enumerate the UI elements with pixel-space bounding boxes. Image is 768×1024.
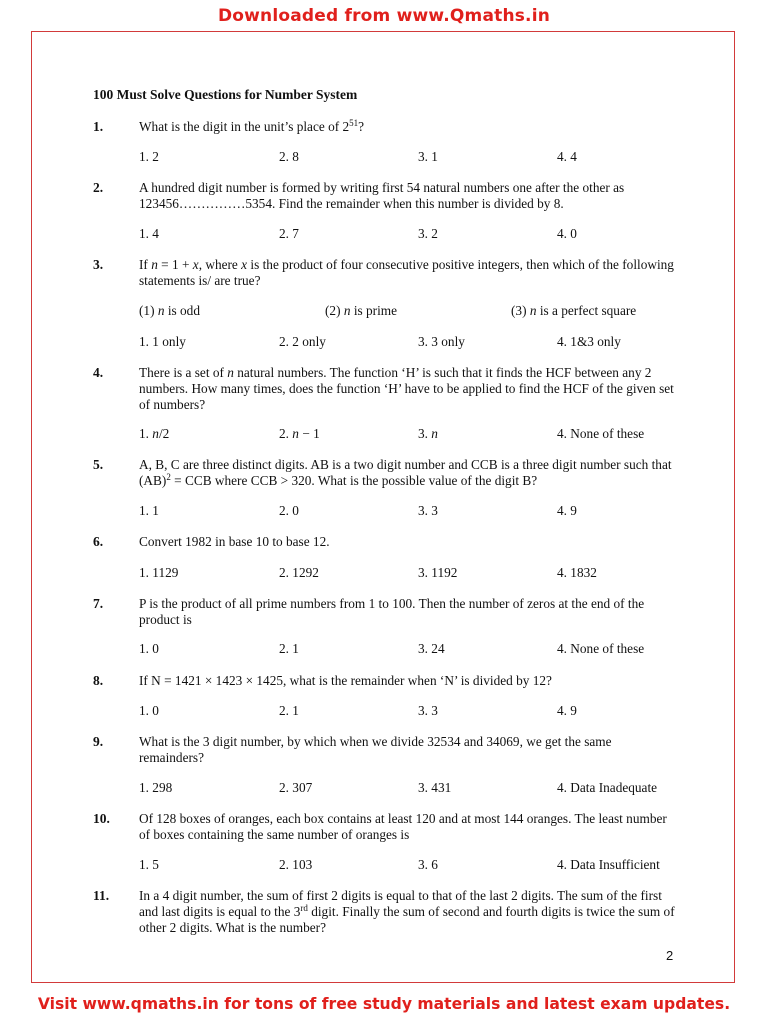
download-banner[interactable]: Downloaded from www.Qmaths.in [217,6,551,26]
question-number: 6. [93,534,104,549]
answer-option: 4. Data Insufficient [557,857,660,872]
statement-item: (1) n is odd [139,303,200,318]
question-text: If N = 1421 × 1423 × 1425, what is the remainder when ‘N’ is divided by 12? [139,673,552,688]
answer-option: 4. 4 [557,149,577,164]
answer-option: 4. 9 [557,503,577,518]
statement-item: (2) n is prime [325,303,398,318]
answer-option: 1. 298 [139,780,173,795]
answer-option: 3. 6 [418,857,438,872]
answer-option: 1. 4 [139,226,159,241]
question-number: 5. [93,457,104,472]
answer-option: 2. 103 [279,857,313,872]
answer-option: 3. 431 [418,780,452,795]
page-number: 2 [666,948,674,963]
answer-option: 1. 1 [139,503,159,518]
question-text: If n = 1 + x, where x is the product of four consecutive positive integers, then which of the following statements is/ are true? [139,257,674,288]
question-number: 7. [93,596,104,611]
answer-option: 2. 1 [279,703,299,718]
answer-option: 2. 7 [279,226,299,241]
answer-option: 4. 9 [557,703,577,718]
answer-option: 2. 8 [279,149,299,164]
answer-option: 1. 2 [139,149,159,164]
question-number: 9. [93,734,104,749]
question-number: 3. [93,257,104,272]
document-title: 100 Must Solve Questions for Number System [93,87,358,102]
answer-option: 2. 1 [279,641,299,656]
question-text: In a 4 digit number, the sum of first 2 digits is equal to that of the last 2 digits. The sum of the first and last digits is equal to the 3rd digit. Finally the sum of second and fourth digits is twice the sum of other 2 digits. What is the number? [139,888,675,935]
question-text: What is the 3 digit number, by which when we divide 32534 and 34069, we get the same remainders? [139,734,612,765]
answer-option: 2. 0 [279,503,299,518]
answer-option: 3. 24 [418,641,445,656]
answer-option: 1. 0 [139,703,159,718]
question-text: A, B, C are three distinct digits. AB is a two digit number and CCB is a three digit number such that (AB)$^2$ = CCB where CCB > 320. What is the possible value of the digit B? [139,457,672,488]
answer-option: 4. 0 [557,226,577,241]
answer-option: 1. 0 [139,641,159,656]
answer-option: 1. 1129 [139,565,179,580]
promo-banner[interactable]: Visit www.qmaths.in for tons of free study materials and latest exam updates. [37,995,731,1013]
answer-option: 3. 1 [418,149,438,164]
answer-option: 4. None of these [557,641,645,656]
answer-option: 3. 3 [418,703,438,718]
question-text: Of 128 boxes of oranges, each box contains at least 120 and at most 144 oranges. The least number of boxes containing the same number of oranges is [139,811,667,842]
statement-item: (3) n is a perfect square [511,303,637,318]
question-number: 2. [93,180,104,195]
answer-option: 1. 1 only [139,334,186,349]
question-text: P is the product of all prime numbers from 1 to 100. Then the number of zeros at the end of the product is [139,596,645,627]
question-text: Convert 1982 in base 10 to base 12. [139,534,330,549]
question-number: 4. [93,365,104,380]
answer-option: 2. n − 1 [279,426,320,441]
question-number: 1. [93,119,104,134]
answer-option: 4. Data Inadequate [557,780,658,795]
answer-option: 3. n [418,426,438,441]
question-number: 8. [93,673,104,688]
answer-option: 4. 1832 [557,565,597,580]
answer-option: 2. 307 [279,780,313,795]
question-number: 11. [93,888,110,903]
answer-option: 4. 1&3 only [557,334,621,349]
answer-option: 4. None of these [557,426,645,441]
question-text: What is the digit in the unit’s place of $2^{51}$? [139,118,365,134]
answer-option: 3. 1192 [418,565,458,580]
question-text: There is a set of n natural numbers. The function ‘H’ is such that it finds the HCF between any 2 numbers. How many times, does the function ‘H’ have to be applied to find the HCF of the given set of numbers? [139,365,674,412]
answer-option: 2. 1292 [279,565,319,580]
answer-option: 1. 5 [139,857,159,872]
answer-option: 3. 3 only [418,334,465,349]
question-number: 10. [93,811,110,826]
answer-option: 3. 2 [418,226,438,241]
answer-option: 2. 2 only [279,334,326,349]
question-text: A hundred digit number is formed by writing first 54 natural numbers one after the other as 123456……………5354. Find the remainder when this number is divided by 8. [139,180,625,211]
answer-option: 1. n/2 [139,426,170,441]
answer-option: 3. 3 [418,503,438,518]
